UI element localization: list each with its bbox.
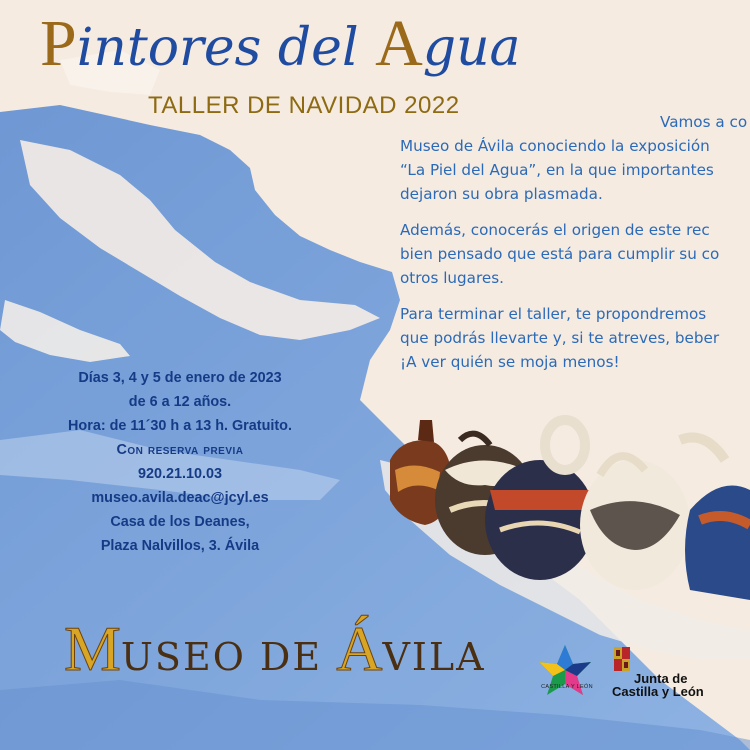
intro-p3-line-2: que podrás llevarte y, si te atreves, beber — [400, 329, 720, 347]
intro-p3-line-3: ¡A ver quién se moja menos! — [400, 353, 620, 371]
info-dates: Días 3, 4 y 5 de enero de 2023 — [78, 370, 282, 386]
title-part-2: gua — [422, 18, 521, 78]
museo-de-avila-logo — [64, 612, 486, 686]
info-place: Casa de los Deanes, — [110, 514, 250, 530]
ceramic-jars-illustration — [390, 400, 750, 600]
intro-p1-line-4: dejaron su obra plasmada. — [400, 185, 603, 203]
event-info — [20, 366, 340, 558]
intro-p2-line-2: bien pensado que está para cumplir su co — [400, 245, 720, 263]
intro-paragraph-3 — [400, 302, 750, 374]
junta-line-1: Junta de — [634, 671, 688, 686]
castilla-y-leon-star-logo — [535, 640, 595, 700]
castilla-y-leon-label: CASTILLA Y LEÓN — [541, 684, 593, 690]
info-email: museo.avila.deac@jcyl.es — [91, 490, 269, 506]
intro-p2-line-1: Además, conocerás el origen de este rec — [400, 221, 710, 239]
junta-logo-text — [612, 672, 704, 698]
intro-p1-line-2: Museo de Ávila conociendo la exposición — [400, 137, 710, 155]
intro-p3-line-1: Para terminar el taller, te propondremos — [400, 305, 707, 323]
event-title — [40, 6, 660, 96]
intro-p2-line-3: otros lugares. — [400, 269, 504, 287]
info-hours: Hora: de 11´30 h a 13 h. Gratuito. — [68, 418, 292, 434]
museo-text-1: USEO DE — [120, 635, 337, 679]
event-subtitle: TALLER DE NAVIDAD 2022 — [148, 92, 460, 119]
info-phone: 920.21.10.03 — [137, 466, 223, 482]
info-ages: de 6 a 12 años. — [128, 394, 232, 410]
title-initial-p: P — [40, 7, 77, 80]
intro-p1-line-1: Vamos a co — [660, 113, 748, 131]
intro-paragraph-2 — [400, 218, 750, 290]
museo-initial-m: M — [64, 613, 121, 684]
info-booking: Con reserva previa — [116, 442, 244, 458]
title-part-1: intores del — [76, 18, 376, 78]
info-address: Plaza Nalvillos, 3. Ávila — [100, 538, 260, 554]
museo-text-2: VILA — [382, 635, 486, 679]
intro-paragraph-1 — [400, 110, 750, 206]
intro-text — [400, 110, 750, 410]
museo-initial-a: Á — [336, 613, 383, 684]
title-initial-a: A — [375, 7, 423, 80]
intro-p1-line-3: “La Piel del Agua”, en la que importantes — [400, 161, 714, 179]
junta-line-2: Castilla y León — [612, 684, 704, 699]
